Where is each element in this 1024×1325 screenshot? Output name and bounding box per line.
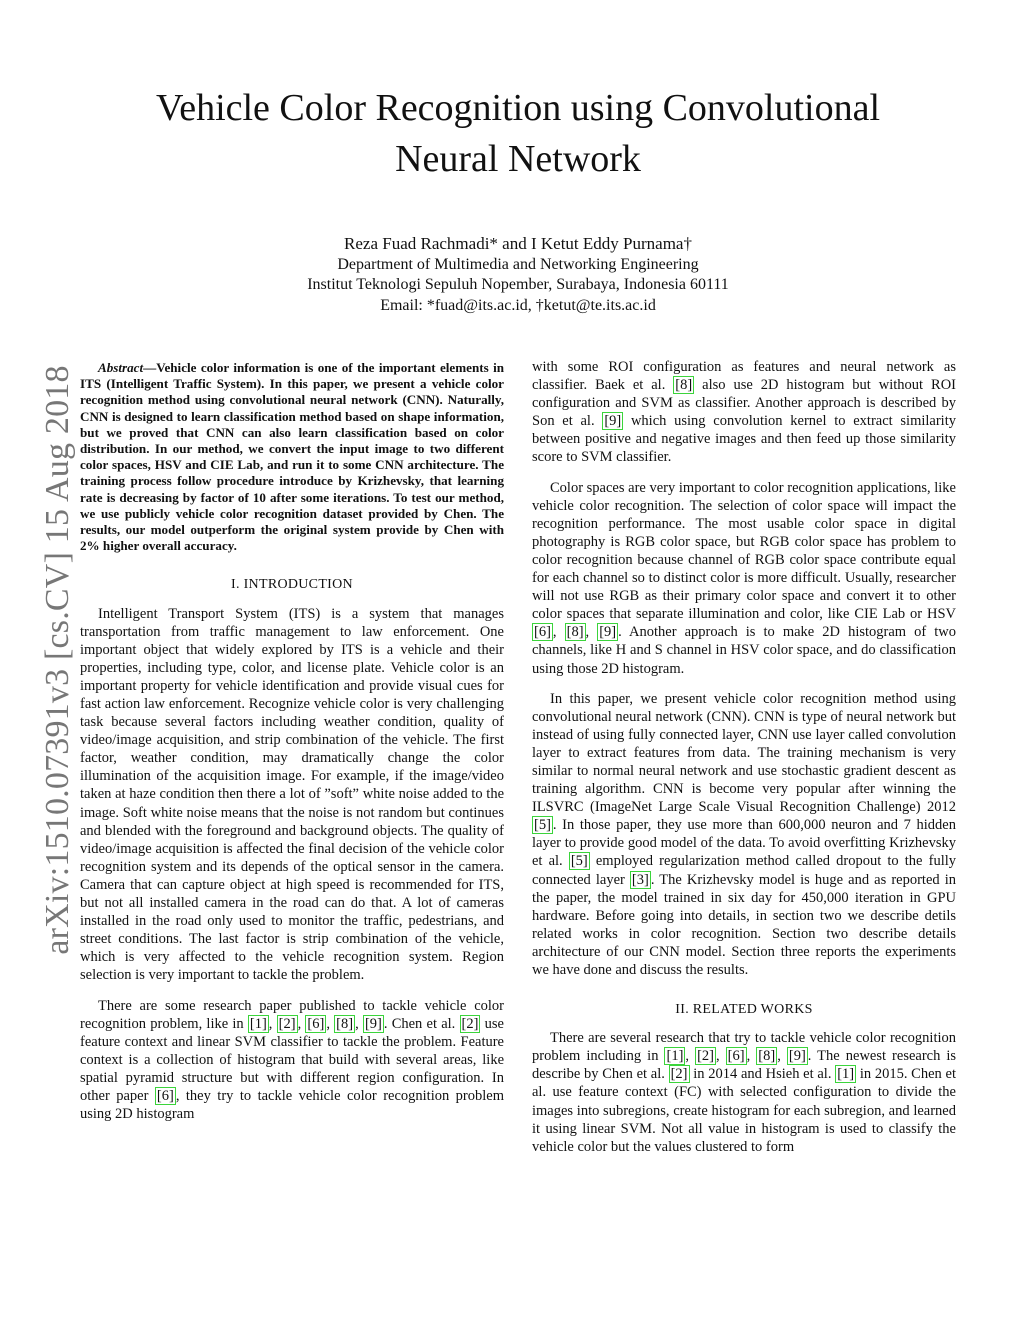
text-span: which using convolution kernel to extract similarity between positive and negative images and then feed up those similarity score to SVM classifier. xyxy=(532,413,956,466)
arxiv-identifier: arXiv:1510.07391v3 [cs.CV] 15 Aug 2018 xyxy=(39,365,76,955)
text-span: , they try to tackle vehicle color recognition problem using 2D histogram xyxy=(80,1087,504,1123)
separator: , xyxy=(585,624,598,641)
citation-link[interactable]: [9] xyxy=(788,1048,806,1065)
separator: , xyxy=(716,1048,726,1065)
right-paragraph-1 xyxy=(532,358,956,467)
section-heading-related-works: II. RELATED WORKS xyxy=(675,1002,813,1018)
text-span: There are some research paper published to tackle vehicle color recognition problem, like in xyxy=(80,997,504,1032)
text-span: . In those paper, they use more than 600,000 neuron and 7 hidden layer to provide good model of the data. To avoid overfitting Krizhevsky et al. xyxy=(532,817,956,870)
separator: , xyxy=(746,1048,757,1065)
citation-link[interactable]: [2] xyxy=(697,1048,714,1065)
separator: , xyxy=(326,1015,335,1032)
text-span: Color spaces are very important to color recognition applications, like vehicle color recognition. The selection of color space will impact the recognition performance. The most usable color space in digital photography is RGB color space, but RGB color space has problem to color recognition because channel of RGB color space contribute equal for each channel so to distinct color is more difficult. Usually, researcher will not use RGB as their primary color space and convert it to other color spaces that separate illumination and color, like CIE Lab or HSV xyxy=(532,479,956,623)
right-paragraph-2 xyxy=(532,479,956,678)
abstract-label: Abstract xyxy=(98,360,144,375)
separator: , xyxy=(297,1015,306,1032)
right-column xyxy=(532,358,956,1168)
citation-link[interactable]: [9] xyxy=(364,1015,382,1032)
citation-link[interactable]: [1] xyxy=(666,1048,684,1065)
citation-link[interactable]: [6] xyxy=(307,1015,325,1032)
separator: , xyxy=(777,1048,787,1065)
citation-link[interactable]: [6] xyxy=(727,1048,745,1065)
separator: , xyxy=(268,1015,277,1032)
author-department: Department of Multimedia and Networking Engineering xyxy=(337,255,699,273)
separator: , xyxy=(355,1015,363,1032)
text-span: in 2015. Chen et al. use feature context (FC) with selected configuration to divide the images into subregions, create histogram for each subregion, and learned it using linear SVM. Not all value in histogram is used to classify the vehicle color but the values clustered to form xyxy=(532,1066,956,1155)
citation-link[interactable]: [2] xyxy=(278,1015,296,1032)
abstract-text: —Vehicle color information is one of the important elements in ITS (Intelligent Traffic System). In this paper, we present a vehicle color recognition method using convolutional neural network (CNN). Naturally, CNN is designed to learn classification method based on shape information, but we proved that CNN can also learn classification based on color distribution. In our method, we convert the input image to two different color spaces, HSV and CIE Lab, and run it to some CNN architecture. The training process follow procedure introduce by Krizhevsky, that learning rate is decreasing by factor of 10 after some iterations. To test our method, we use publicly vehicle color recognition dataset provided by Chen. The results, our model outperform the original system provide by Chen with 2% higher overall accuracy. xyxy=(80,360,504,554)
text-span: use feature context and linear SVM classifier to tackle the problem. Feature context is a collection of histogram that build with several areas, like spatial pyramid structure but with different region configuration. In other paper xyxy=(80,1015,504,1104)
intro-p1-text: Intelligent Transport System (ITS) is a system that manages transportation from traffic management to law enforcement. One important object that widely explored by ITS is a vehicle and their properties, including type, color, and license plate. Vehicle color is an important property for vehicle identification and provide visual cues for fast action law enforcement. Recognize vehicle color is very challenging task because several factors including weather condition, quality of video/image acquisition, and strip combination of the vehicle. The first factor, weather condition, may dramatically change the color illumination of the acquisition image. For example, if the image/video taken at haze condition then there a lot of ”soft” white noise added to the image. Soft white noise means that the noise is not random but continues and blended with the foreground and background objects. The quality of video/image acquisition is affected the final decision of the vehicle color recognition system and its depends of the optical sensor in the camera. Camera that can capture object at high speed is recommended for ITS, but not all installed camera in the road can do that. A lot of cameras installed in the road only used to monitor the traffic, pedestrians, and street conditions. The last factor is strip combination of the vehicle, which is very affected to the vehicle recognition system. Region selection is very important to tackle the problem. xyxy=(80,605,504,984)
citation-link[interactable]: [9] xyxy=(599,624,617,641)
citation-link[interactable]: [1] xyxy=(249,1015,267,1032)
citation-link[interactable]: [5] xyxy=(534,817,551,834)
text-span: There are several research that try to tackle vehicle color recognition problem including in xyxy=(532,1030,956,1065)
citation-link[interactable]: [2] xyxy=(461,1015,479,1032)
section-heading-introduction: I. INTRODUCTION xyxy=(231,577,353,593)
citation-link[interactable]: [6] xyxy=(156,1087,174,1104)
text-span: In this paper, we present vehicle color recognition method using convolutional neural network (CNN). CNN is type of neural network but instead of using fully connected layer, CNN use layer called convolution layer to extract features from data. The training mechanism is very similar to normal neural network and use stochastic gradient descent as training algorithm. CNN is become very popular after winning the ILSVRC (ImageNet Large Scale Visual Recognition Challenge) 2012 xyxy=(532,690,956,816)
intro-paragraph-2 xyxy=(80,997,504,1124)
text-span: . The newest research is describe by Chen et al. xyxy=(532,1048,957,1083)
text-span: with some ROI configuration as features and neural network as classifier. Baek et al. xyxy=(532,359,956,394)
text-span: . Chen et al. xyxy=(383,1015,460,1032)
author-block xyxy=(100,234,936,316)
paper-title xyxy=(100,83,936,185)
left-column xyxy=(80,360,504,1135)
separator: , xyxy=(552,624,565,641)
text-span: . Another approach is to make 2D histogram of two channels, like H and S channel in HSV color space, and do classification using those 2D histogram. xyxy=(532,624,957,677)
title-line-1: Vehicle Color Recognition using Convolutional xyxy=(155,87,881,129)
citation-link[interactable]: [2] xyxy=(670,1066,688,1083)
title-line-2: Neural Network xyxy=(395,138,641,180)
citation-link[interactable]: [6] xyxy=(534,624,551,641)
citation-link[interactable]: [8] xyxy=(566,624,584,641)
right-paragraph-3 xyxy=(532,690,956,980)
text-span: . The Krizhevsky model is huge and as reported in the paper, the model trained in six day for 450,000 iteration in GPU hardware. Before going into details, in section two we describe detils related works in color recognition. Section two describe details architecture of our CNN model. Section three reports the experiments we have done and discuss the results. xyxy=(532,871,956,978)
citation-link[interactable]: [1] xyxy=(837,1066,855,1083)
citation-link[interactable]: [8] xyxy=(675,377,693,394)
citation-link[interactable]: [9] xyxy=(604,413,622,430)
abstract xyxy=(80,360,504,554)
text-span: employed regularization method called dropout to the fully connected layer xyxy=(532,853,956,888)
citation-link[interactable]: [5] xyxy=(570,853,588,870)
related-paragraph-1 xyxy=(532,1029,956,1156)
text-span: also use 2D histogram but without ROI configuration and SVM as classifier. Another approach is described by Son et al. xyxy=(532,377,956,430)
citation-link[interactable]: [3] xyxy=(631,871,649,888)
author-names: Reza Fuad Rachmadi* and I Ketut Eddy Purnama† xyxy=(344,234,692,253)
author-institution: Institut Teknologi Sepuluh Nopember, Surabaya, Indonesia 60111 xyxy=(307,276,729,293)
separator: , xyxy=(685,1048,696,1065)
citation-link[interactable]: [8] xyxy=(336,1015,354,1032)
citation-link[interactable]: [8] xyxy=(758,1048,776,1065)
author-email: Email: *fuad@its.ac.id, †ketut@te.its.ac.id xyxy=(380,296,656,314)
text-span: in 2014 and Hsieh et al. xyxy=(689,1066,836,1083)
intro-paragraph-1 xyxy=(80,605,504,985)
